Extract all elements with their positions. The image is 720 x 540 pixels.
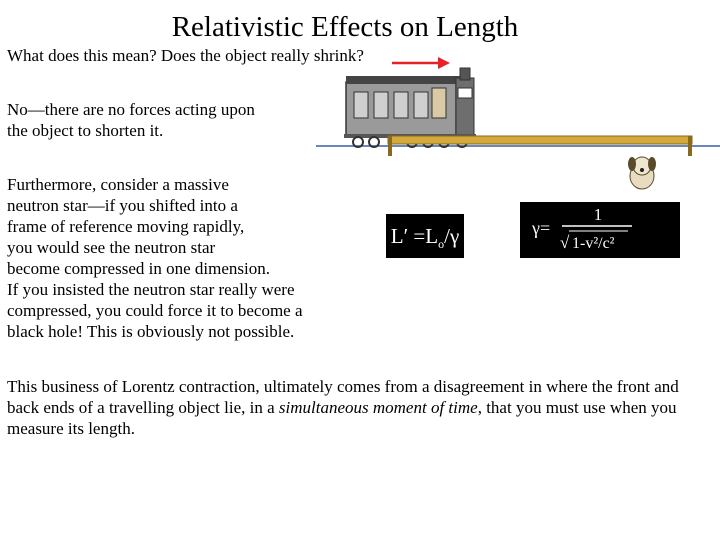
neutron-line: become compressed in one dimension.: [7, 259, 270, 278]
radical-sign: √: [560, 233, 570, 252]
gamma-lhs: γ=: [532, 218, 551, 238]
neutron-line: compressed, you could force it to become a: [7, 301, 303, 320]
gamma-formula: [520, 202, 680, 258]
formula-tail: /γ: [444, 224, 460, 248]
neutron-line: frame of reference moving rapidly,: [7, 217, 245, 236]
bottom-emphasis: simultaneous moment of time: [278, 398, 478, 417]
bottom-text-before: This business of Lorentz contraction, ultimately comes from a disagreement in where the front and back ends of a travelling object lie, in a: [7, 377, 679, 417]
neutron-line: If you insisted the neutron star really were: [7, 280, 295, 299]
formula-subscript: o: [438, 237, 445, 252]
neutron-line: you would see the neutron star: [7, 238, 216, 257]
bottom-paragraph: [7, 376, 713, 439]
neutron-star-paragraph: [7, 174, 303, 342]
dog-figure: [628, 157, 656, 189]
gamma-denominator: 1-v²/c²: [572, 235, 615, 252]
arrow-right-icon: [392, 57, 450, 69]
answer-line: the object to shorten it.: [7, 121, 164, 140]
page-title: Relativistic Effects on Length: [171, 11, 519, 43]
answer-text: [7, 99, 255, 141]
intro-question: What does this mean? Does the object really shrink?: [7, 46, 364, 65]
bottom-text-after: , that you must use when you measure its length.: [7, 398, 677, 438]
neutron-line: neutron star—if you shifted into a: [7, 196, 238, 215]
neutron-line: Furthermore, consider a massive: [7, 175, 229, 194]
neutron-line: black hole! This is obviously not possible.: [7, 322, 295, 341]
train-body: [344, 68, 476, 147]
length-contraction-formula: [386, 214, 464, 258]
formula-main: L′ =L: [390, 224, 439, 248]
answer-line: No—there are no forces acting upon: [7, 100, 255, 119]
gamma-numerator: 1: [593, 205, 603, 224]
train-illustration: [316, 48, 720, 194]
